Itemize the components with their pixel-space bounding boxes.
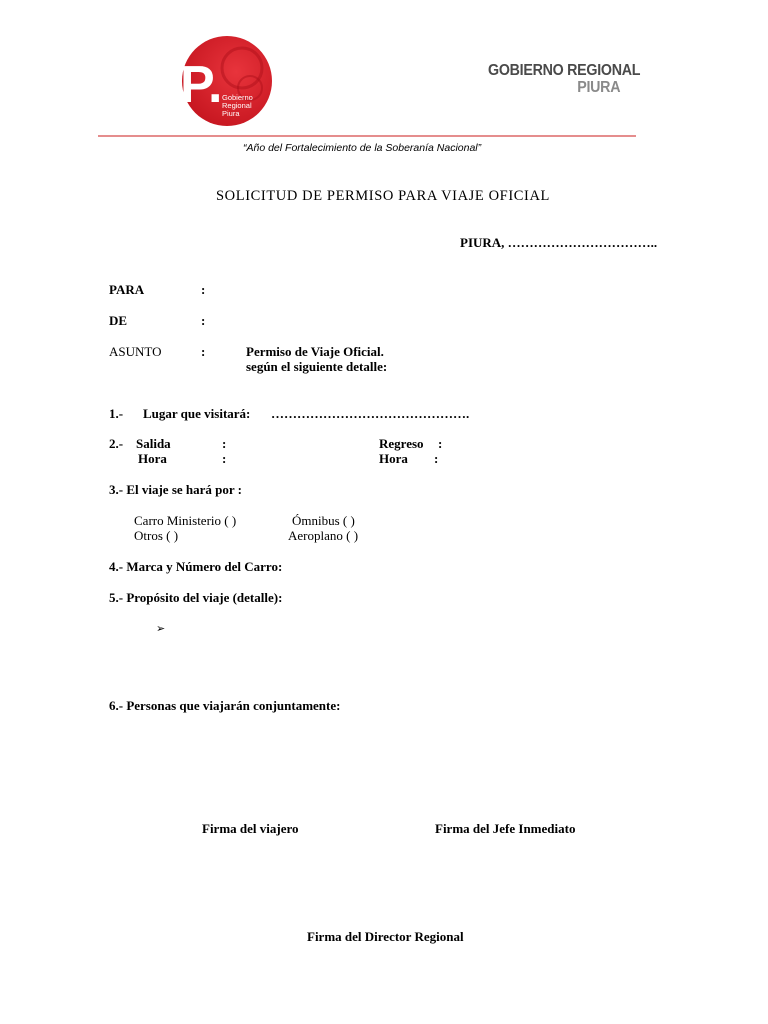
logo-text-1: Gobierno (222, 93, 253, 102)
regreso-colon: : (438, 436, 443, 451)
asunto-line-2: según el siguiente detalle: (246, 359, 388, 374)
salida-hora-label: Hora (138, 451, 167, 466)
signature-traveler: Firma del viajero (202, 821, 299, 836)
item1-label: Lugar que visitará: (143, 406, 251, 421)
document-title: SOLICITUD DE PERMISO PARA VIAJE OFICIAL (216, 188, 550, 204)
gobierno-regional-piura-logo (176, 36, 274, 126)
signature-supervisor: Firma del Jefe Inmediato (435, 821, 576, 836)
salida-colon: : (222, 436, 227, 451)
item1-dots: ………………………………………. (271, 406, 470, 421)
signature-director: Firma del Director Regional (307, 929, 464, 944)
agency-name (488, 62, 653, 96)
item3-label: 3.- El viaje se hará por : (109, 482, 242, 497)
option-aeroplano: Aeroplano ( ) (288, 528, 359, 543)
logo-letter: P. (180, 56, 223, 114)
agency-name-line1: GOBIERNO REGIONAL (488, 62, 641, 79)
place-date-line: PIURA, …………………………….. (460, 235, 658, 250)
item1-number: 1.- (109, 406, 124, 421)
para-label: PARA (109, 282, 145, 297)
option-omnibus: Ómnibus ( ) (292, 513, 355, 528)
option-carro-ministerio: Carro Ministerio ( ) (134, 513, 237, 528)
salida-label: Salida (136, 436, 171, 451)
regreso-hora-colon: : (434, 451, 439, 466)
asunto-line-1: Permiso de Viaje Oficial. (246, 344, 384, 359)
logo-text-2: Regional (222, 101, 252, 110)
asunto-colon: : (201, 344, 206, 359)
item6-label: 6.- Personas que viajarán conjuntamente: (109, 698, 341, 713)
bullet-arrow-icon: ➢ (156, 622, 166, 635)
asunto-label: ASUNTO (109, 344, 162, 359)
salida-hora-colon: : (222, 451, 227, 466)
para-colon: : (201, 282, 206, 297)
regreso-label: Regreso (379, 436, 424, 451)
de-label: DE (109, 313, 128, 328)
regreso-hora-label: Hora (379, 451, 408, 466)
item4-label: 4.- Marca y Número del Carro: (109, 559, 283, 574)
de-colon: : (201, 313, 206, 328)
logo-text-3: Piura (222, 109, 240, 118)
year-motto: “Año del Fortalecimiento de la Soberanía Nacional” (243, 142, 482, 154)
header-divider (98, 135, 636, 137)
option-otros: Otros ( ) (134, 528, 179, 543)
item2-number: 2.- (109, 436, 124, 451)
item5-label: 5.- Propósito del viaje (detalle): (109, 590, 283, 605)
agency-name-line2: PIURA (577, 79, 621, 96)
